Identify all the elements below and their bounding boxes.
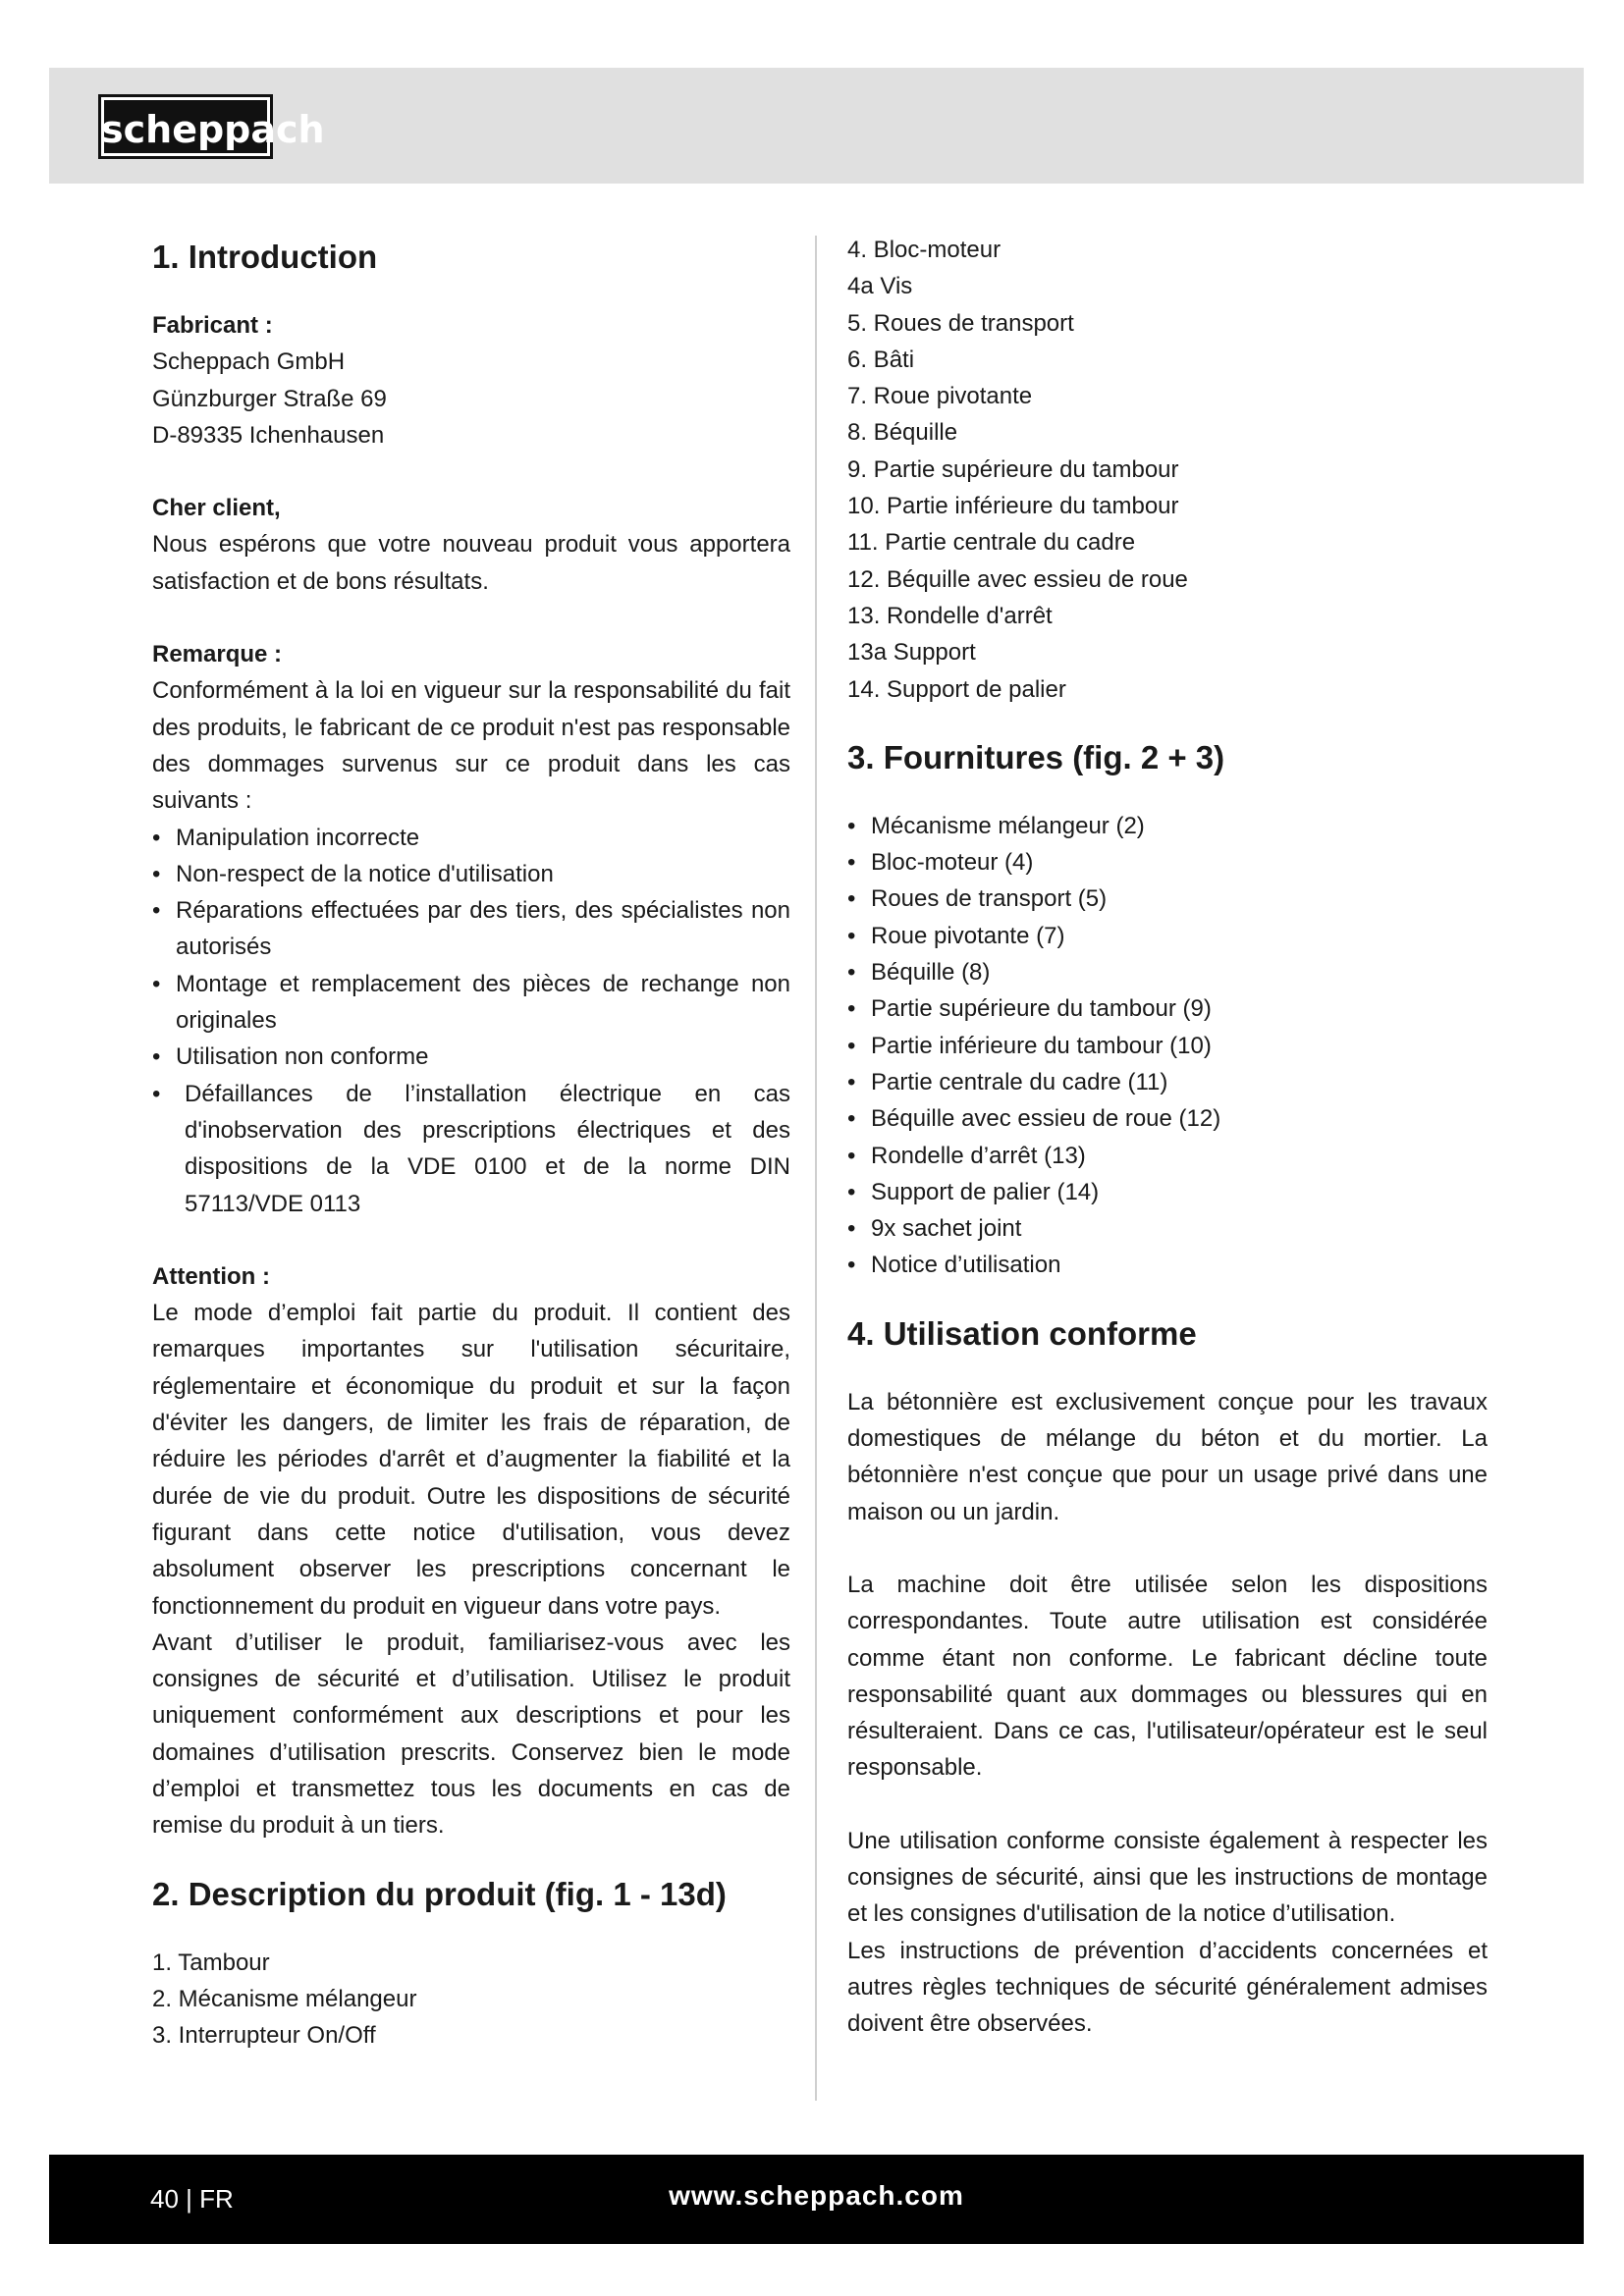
list-item: 13. Rondelle d'arrêt: [847, 602, 1053, 629]
list-item: • Montage et remplacement des pièces de rechange non originales: [152, 966, 790, 1040]
remark-text: Conformément à la loi en vigueur sur la responsabilité du fait des produits, le fabricant de ce produit n'est pas responsable des dommages survenus sur ce produit dans les cas suivants :: [152, 677, 790, 815]
list-item: • Béquille avec essieu de roue (12): [847, 1100, 1488, 1137]
list-item: • Mécanisme mélangeur (2): [847, 808, 1488, 844]
list-item: 3. Interrupteur On/Off: [152, 2022, 376, 2050]
attention-text: Avant d’utiliser le produit, familiarisez-vous avec les consignes de sécurité et d’utilisation. Utilisez le produit uniquement conformément aux descriptions et pour les domaines d’utilisation prescrits. Conservez bien le mode d’emploi et transmettez tous les documents en cas de remise du produit à un tiers.: [152, 1629, 790, 1840]
usage-paragraph: Une utilisation conforme consiste également à respecter les consignes de sécurité, ainsi que les instructions de montage et les consignes d'utilisation de la notice d’utilisation.: [847, 1827, 1488, 1928]
list-item: 10. Partie inférieure du tambour: [847, 493, 1179, 520]
list-item: 12. Béquille avec essieu de roue: [847, 565, 1188, 593]
list-item: • Défaillances de l’installation électrique en cas d'inobservation des prescriptions électriques et des dispositions de la VDE 0100 et de la norme DIN 57113/VDE 0113: [152, 1076, 790, 1222]
list-item: 11. Partie centrale du cadre: [847, 529, 1136, 557]
list-item: • Partie inférieure du tambour (10): [847, 1028, 1488, 1064]
list-item: • Roues de transport (5): [847, 881, 1488, 917]
usage-paragraph: Les instructions de prévention d’accidents concernées et autres règles techniques de sécurité généralement admises doivent être observées.: [847, 1937, 1488, 2038]
list-item: • Rondelle d’arrêt (13): [847, 1138, 1488, 1174]
page-footer: [49, 2155, 1584, 2244]
manufacturer-line: Günzburger Straße 69: [152, 385, 387, 412]
list-item: 5. Roues de transport: [847, 309, 1074, 337]
list-item: 6. Bâti: [847, 346, 915, 373]
supplies-heading: 3. Fournitures (fig. 2 + 3): [847, 738, 1225, 775]
list-item: • Béquille (8): [847, 954, 1488, 990]
list-item: 13a Support: [847, 639, 976, 667]
brand-logo: scheppach: [98, 94, 273, 159]
usage-paragraph: La machine doit être utilisée selon les dispositions correspondantes. Toute autre utilisation est considérée comme étant non conforme. Le fabricant décline toute responsabilité quant aux dommages ou blessures qui en résulteraient. Dans ce cas, l'utilisateur/opérateur est le seul responsable.: [847, 1571, 1488, 1782]
list-item: • Partie supérieure du tambour (9): [847, 990, 1488, 1027]
list-item: 7. Roue pivotante: [847, 383, 1033, 410]
supplies-list: [847, 808, 1488, 1284]
list-item: 8. Béquille: [847, 419, 958, 447]
list-item: 1. Tambour: [152, 1949, 270, 1976]
list-item: • Notice d’utilisation: [847, 1247, 1488, 1283]
list-item: • Roue pivotante (7): [847, 918, 1488, 954]
left-column: [152, 232, 790, 2054]
attention-label: Attention :: [152, 1262, 270, 1290]
list-item: • Non-respect de la notice d'utilisation: [152, 856, 790, 892]
list-item: • Utilisation non conforme: [152, 1039, 790, 1075]
remark-label: Remarque :: [152, 641, 283, 668]
list-item: • Manipulation incorrecte: [152, 820, 790, 856]
right-column: [847, 232, 1488, 2042]
list-item: 4a Vis: [847, 273, 913, 300]
list-item: 9. Partie supérieure du tambour: [847, 455, 1179, 483]
client-text: Nous espérons que votre nouveau produit vous apportera satisfaction et de bons résultats.: [152, 531, 790, 595]
description-list-continued: [847, 232, 1488, 708]
page-number: 40 | FR: [150, 2184, 234, 2214]
list-item: • Réparations effectuées par des tiers, des spécialistes non autorisés: [152, 892, 790, 966]
list-item: 14. Support de palier: [847, 675, 1066, 703]
description-list: [152, 1945, 790, 2055]
list-item: 4. Bloc-moteur: [847, 237, 1001, 263]
website-link[interactable]: www.scheppach.com: [669, 2180, 964, 2211]
intro-heading: 1. Introduction: [152, 239, 378, 275]
column-divider: [815, 236, 817, 2101]
list-item: • Support de palier (14): [847, 1174, 1488, 1210]
usage-heading: 4. Utilisation conforme: [847, 1314, 1197, 1352]
client-label: Cher client,: [152, 495, 281, 522]
list-item: • Partie centrale du cadre (11): [847, 1064, 1488, 1100]
usage-paragraph: La bétonnière est exclusivement conçue pour les travaux domestiques de mélange du béton et du mortier. La bétonnière n'est conçue que pour un usage privé dans une maison ou un jardin.: [847, 1388, 1488, 1525]
list-item: 2. Mécanisme mélangeur: [152, 1985, 417, 2012]
manufacturer-line: Scheppach GmbH: [152, 348, 346, 376]
page-header: [49, 68, 1584, 184]
attention-text: Le mode d’emploi fait partie du produit. Il contient des remarques importantes sur l'utilisation sécuritaire, réglementaire et économique du produit et sur la façon d'éviter les dangers, de limiter les frais de réparation, de réduire les périodes d'arrêt et d’augmenter la fiabilité et la durée de vie du produit. Outre les dispositions de sécurité figurant dans cette notice d'utilisation, vous devez absolument observer les prescriptions concernant le fonctionnement du produit en vigueur dans votre pays.: [152, 1300, 790, 1620]
description-heading: 2. Description du produit (fig. 1 - 13d): [152, 1875, 727, 1912]
list-item: • 9x sachet joint: [847, 1210, 1488, 1247]
list-item: • Bloc-moteur (4): [847, 844, 1488, 881]
remark-list: [152, 820, 790, 1222]
manufacturer-label: Fabricant :: [152, 312, 273, 339]
manufacturer-line: D-89335 Ichenhausen: [152, 421, 385, 449]
